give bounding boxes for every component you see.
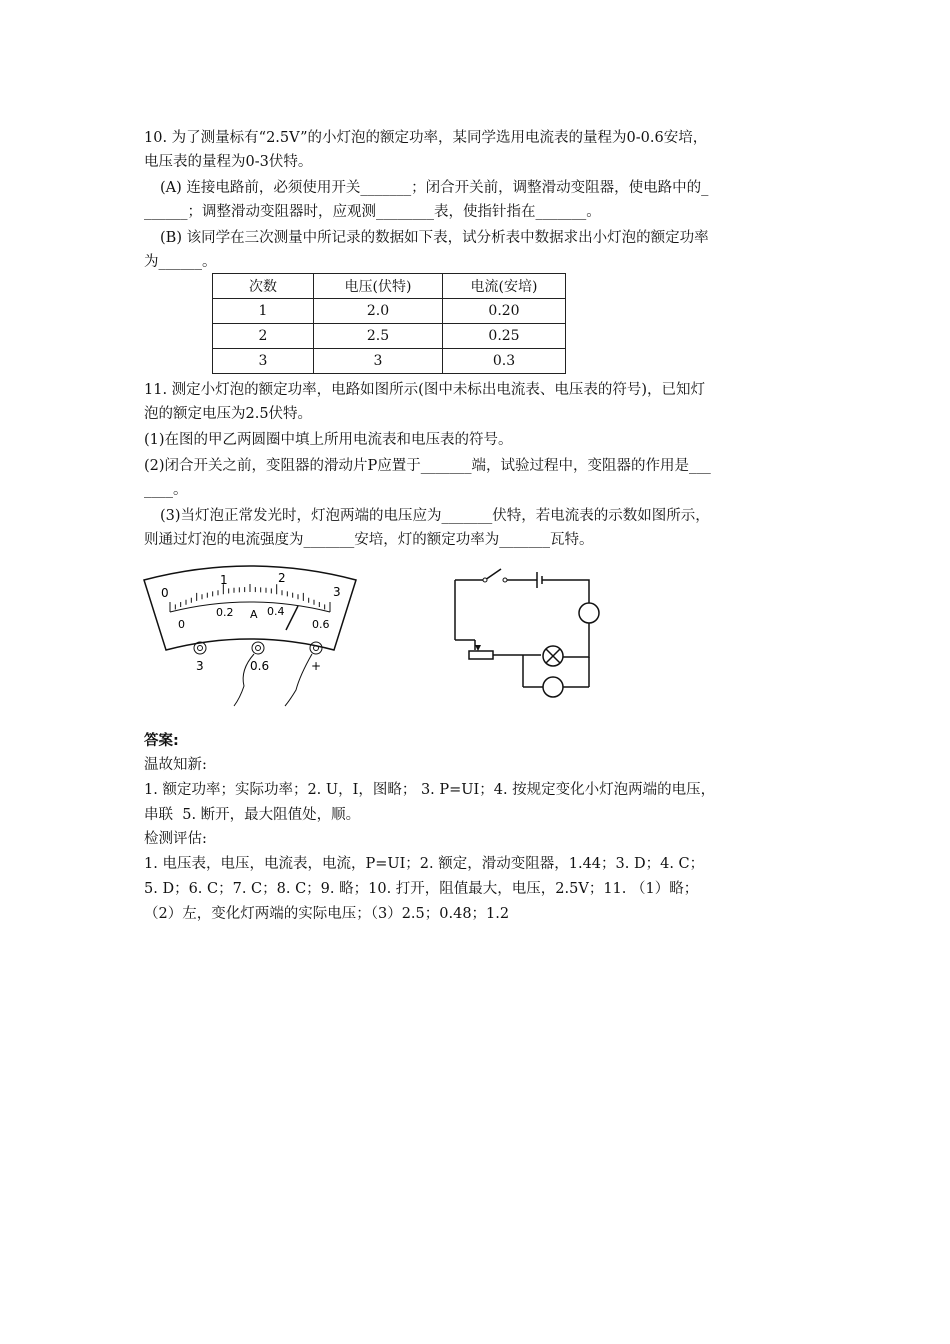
meter-top-label: 2 <box>278 571 286 585</box>
review-title: 温故知新: <box>144 757 207 773</box>
data-table <box>212 273 566 374</box>
q10-line2: 电压表的量程为0-3伏特。 <box>144 154 313 170</box>
table-header-cell: 电流(安培) <box>443 274 566 299</box>
table-cell: 1 <box>213 299 314 324</box>
slider-arrow-icon <box>475 645 481 651</box>
meter-bottom-label: 0.6 <box>312 618 330 631</box>
circuit-diagram <box>445 565 615 705</box>
terminal-3 <box>194 642 206 654</box>
meter-needle <box>286 606 298 630</box>
q11-part2-line1: (2)闭合开关之前，变阻器的滑动片P应置于_______端，试验过程中，变阻器的作用是___ <box>144 458 711 474</box>
q11-part1: (1)在图的甲乙两圆圈中填上所用电流表和电压表的符号。 <box>144 432 513 448</box>
table-cell: 3 <box>213 349 314 374</box>
table-cell: 0.25 <box>443 324 566 349</box>
switch-lever <box>485 569 501 580</box>
ammeter-figure <box>140 560 370 710</box>
q11-line2: 泡的额定电压为2.5伏特。 <box>144 406 313 422</box>
meter-bottom-label: 0 <box>178 618 185 631</box>
table-cell: 0.20 <box>443 299 566 324</box>
terminal-label: + <box>311 659 322 673</box>
q10-part-a-line2: ______；调整滑动变阻器时，应观测________表，使指针指在_______。 <box>144 204 601 220</box>
meter-top-label: 3 <box>333 585 341 599</box>
table-row <box>213 349 566 374</box>
eval-line3: （2）左，变化灯两端的实际电压；（3）2.5；0.48；1.2 <box>144 906 510 922</box>
review-line1: 1. 额定功率；实际功率；2. U，I，图略； 3. P=UI；4. 按规定变化小灯泡两端的电压， <box>144 782 716 798</box>
table-cell: 2 <box>213 324 314 349</box>
table-row <box>213 299 566 324</box>
table-cell: 3 <box>314 349 443 374</box>
review-line2: 串联 5. 断开，最大阻值处，顺。 <box>144 807 361 823</box>
table-cell: 0.3 <box>443 349 566 374</box>
table-row <box>213 324 566 349</box>
eval-line2: 5. D；6. C；7. C；8. C；9. 略；10. 打开，阻值最大，电压，2.5V；11. （1）略； <box>144 881 699 897</box>
terminal-label: 0.6 <box>250 659 270 673</box>
terminal-plus <box>310 642 322 654</box>
table-cell: 2.5 <box>314 324 443 349</box>
answers-title: 答案: <box>144 733 179 749</box>
q11-line1: 11. 测定小灯泡的额定功率，电路如图所示(图中未标出电流表、电压表的符号)，已知灯 <box>144 382 705 398</box>
q11-part3-line1: (3)当灯泡正常发光时，灯泡两端的电压应为_______伏特，若电流表的示数如图所示， <box>160 508 710 524</box>
meter-top-label: 0 <box>161 586 169 600</box>
meter-bottom-label: 0.4 <box>267 605 285 618</box>
terminal-label: 3 <box>196 659 204 673</box>
meter-circle-yi <box>543 677 563 697</box>
table-header-row <box>213 274 566 299</box>
meter-unit-label: A <box>250 608 258 621</box>
eval-title: 检测评估: <box>144 831 207 847</box>
q11-part2-line2: ____。 <box>144 482 188 498</box>
meter-circle-jia <box>579 603 599 623</box>
eval-line1: 1. 电压表，电压，电流表，电流，P=UI；2. 额定，滑动变阻器，1.44；3. D；4. C； <box>144 856 705 872</box>
q10-line1: 10. 为了测量标有“2.5V”的小灯泡的额定功率，某同学选用电流表的量程为0-0.6安培， <box>144 130 708 146</box>
table-header-cell: 电压(伏特) <box>314 274 443 299</box>
table-header-cell: 次数 <box>213 274 314 299</box>
q10-part-b-line2: 为______。 <box>144 254 217 270</box>
q10-part-b-line1: (B) 该同学在三次测量中所记录的数据如下表，试分析表中数据求出小灯泡的额定功率 <box>160 230 709 246</box>
rheostat-icon <box>469 651 493 659</box>
table-cell: 2.0 <box>314 299 443 324</box>
meter-top-label: 1 <box>220 573 228 587</box>
meter-bottom-label: 0.2 <box>216 606 234 619</box>
terminal-0.6 <box>252 642 264 654</box>
q10-part-a-line1: (A) 连接电路前，必须使用开关_______；闭合开关前，调整滑动变阻器，使电路中的_ <box>160 180 709 196</box>
q11-part3-line2: 则通过灯泡的电流强度为_______安培，灯的额定功率为_______瓦特。 <box>144 532 594 548</box>
